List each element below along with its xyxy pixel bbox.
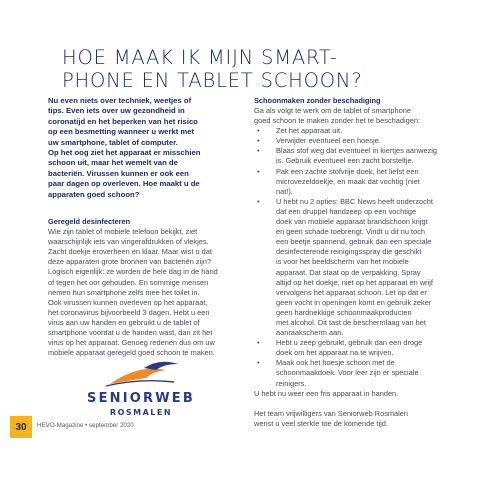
page-number: 30 [10, 416, 32, 438]
bullet-line: schoonmaakdoek. Voor leer zijn er speciale [276, 368, 419, 378]
bullet-line: doek om het apparaat na te wrijven. [276, 348, 394, 358]
bullet-line: Blaas stof weg dat eventueel in kiertjes aanwezig [276, 146, 438, 156]
intro-line: bacteriën. Virussen kunnen er ook een [48, 168, 189, 178]
list-item [254, 338, 448, 358]
right-column [254, 96, 448, 429]
bullet-icon: • [257, 146, 260, 156]
bullet-line: geen vocht in openingen komt en gebruik zeker [276, 297, 432, 307]
intro-line: schoon uit, maar het wemelt van de [48, 158, 178, 168]
list-item [254, 126, 448, 136]
logo-brand-text: SENIORWEB [87, 391, 195, 406]
intro-line: uw smartphone, tablet of computer. [48, 137, 178, 147]
section-heading: Schoonmaken zonder beschadiging [254, 96, 381, 105]
bullet-icon: • [257, 126, 260, 136]
bullet-line: doek van mobiele apparaat brandschoon krijgt [276, 217, 428, 227]
intro-line: coronatijd en het beperken van het risico [48, 116, 198, 126]
bullet-line: aanraakscherm aan. [276, 328, 344, 338]
bullet-line: Zet het apparaat uit. [276, 126, 343, 136]
cleaning-steps-list [254, 126, 448, 388]
list-item [254, 167, 448, 197]
bullet-icon: • [257, 196, 260, 206]
bullet-line: geen hardnekkige schoonmaakproducten [276, 307, 412, 317]
intro-line: Op het oog ziet het apparaat er misschien [48, 148, 201, 158]
bullet-line: een beetje spannend, gebruik dan een speciale [276, 237, 432, 247]
bullet-line: Maak ook het hoesje schoon met de [276, 358, 395, 368]
intro-line: apparaten goed schoon? [48, 189, 140, 199]
bullet-line: dat een druppel handzeep op een vochtige [276, 206, 417, 216]
section-body [48, 227, 234, 358]
bullet-line: U hebt nu 2 opties: BBC News heeft onderzocht [276, 196, 433, 206]
bullet-line: reinigers. [276, 378, 307, 388]
body-line: smartphone voordat u de handen wast, dan zit het [48, 328, 213, 337]
body-line: wenst u veel sterkte toe de komende tijd. [254, 418, 388, 428]
body-line: goed schoon te maken zonder het te beschadigen: [254, 116, 420, 126]
bullet-line: desinfecterende reinigingsspray die geschikt [276, 247, 422, 257]
intro-paragraph [48, 96, 234, 200]
list-item [254, 136, 448, 146]
bird-emblem-icon [48, 358, 234, 392]
logo-sub-text: ROSMALEN [109, 408, 173, 417]
body-line: deze apparaten grote bronnen van bacteriën zijn? [48, 257, 212, 267]
bullet-icon: • [257, 358, 260, 368]
body-line: Wie zijn tablet of mobiele telefoon bekijkt, ziet [48, 227, 198, 237]
body-line: het coronavirus bijvoorbeeld 3 dagen. Hebt u een [48, 307, 210, 317]
result-line: U hebt nu weer een fris apparaat in handen. [254, 388, 399, 398]
bullet-line: Verwijder eventueel een hoesje. [276, 136, 381, 146]
seniorweb-logo [48, 358, 234, 428]
intro-line: op een besmetting wanneer u werkt met [48, 127, 195, 137]
left-column [48, 96, 234, 358]
body-line: virus aan uw handen en gebruikt u de tablet of [48, 317, 200, 327]
bullet-icon: • [257, 136, 260, 146]
bullet-line: Hebt u zeep gebruikt, gebruik dan een droge [276, 338, 423, 348]
bullet-line: Pak een zachte stofvrije doek, het liefst een [276, 166, 419, 176]
section-intro [254, 106, 448, 126]
body-line: waarschijnlijk iets van vingerafdrukken of vlekjes. [48, 237, 209, 247]
body-line: mobiele apparaat geregeld goed schoon te maken. [48, 348, 215, 358]
bullet-line: altijd op het doekje, niet op het apparaat en wrijf [276, 277, 433, 287]
list-item [254, 197, 448, 338]
bullet-line: microvezeldoekje, en maak dat vochtig (niet [276, 176, 420, 186]
intro-line: tips. Even iets over uw gezondheid in [48, 106, 185, 116]
footer-text: HEVO-Magazine • september 2020 [37, 422, 134, 429]
bullet-line: is. Gebruik eventueel een zacht borsteltje. [276, 156, 414, 166]
list-item [254, 146, 448, 166]
closing-paragraph [254, 409, 448, 429]
body-line: Ga als volgt te werk om de tablet of smartphone [254, 106, 411, 115]
bullet-line: nat!). [276, 186, 293, 196]
body-line: virus op het apparaat. Genoeg redenen dus om uw [48, 338, 215, 348]
body-line: Zacht doekje eroverheen en klaar. Maar wist u dat [48, 247, 212, 257]
section-heading: Geregeld desinfecteren [48, 217, 131, 227]
bullet-line: met alcohol. Dit tast de beschermlaag van het [276, 317, 426, 327]
bullet-line: apparaat. Dat staat op de verpakking. Spray [276, 267, 421, 277]
bullet-line: is voor het beeldscherm van het mobiele [276, 257, 409, 267]
bullet-icon: • [257, 338, 260, 348]
bullet-icon: • [257, 166, 260, 176]
bullet-line: vervolgens het apparaat schoon. Let op dat er [276, 287, 427, 297]
body-line: of tegen het oor gehouden. En sommige mensen [48, 277, 209, 287]
body-line: nemen hun smartphone zelfs mee het toilet in. [48, 287, 200, 297]
body-line: Het team vrijwilligers van Seniorweb Rosmalen [254, 408, 409, 418]
list-item [254, 358, 448, 388]
intro-line: paar dagen op overleven. Hoe maakt u de [48, 179, 200, 189]
title-line: PHONE EN TABLET SCHOON? [62, 69, 363, 92]
body-line: Logisch eigenlijk: ze worden de hele dag in de hand [48, 267, 218, 277]
bullet-line: en geen schade toebrengt. Vindt u dit nu toch [276, 227, 426, 237]
section-desinfecteren [48, 217, 234, 358]
title-line: HOE MAAK IK MIJN SMART- [62, 46, 338, 69]
body-line: Ook virussen kunnen overleven op het apparaat, [48, 297, 208, 307]
article-title [62, 46, 462, 92]
intro-line: Nu even niets over techniek, weetjes of [48, 96, 192, 105]
